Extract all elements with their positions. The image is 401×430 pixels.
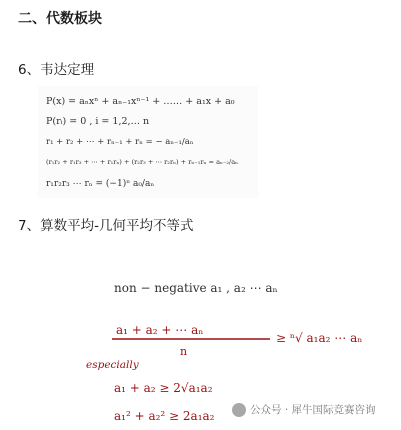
amgm-two-terms: a₁ + a₂ ≥ 2√a₁a₂	[114, 381, 213, 395]
watermark	[232, 402, 376, 417]
amgm-fraction-denominator: n	[180, 345, 188, 358]
vieta-line-1: P(x) = aₙxⁿ + aₙ₋₁xⁿ⁻¹ + …… + a₁x + a₀	[46, 96, 235, 107]
amgm-heading: 7、算数平均-几何平均不等式	[18, 218, 194, 234]
watermark-text: 公众号 · 犀牛国际竞赛咨询	[250, 404, 376, 416]
vieta-line-4: (r₁r₂ + r₁r₃ + ⋯ + r₁rₙ) + (r₂r₃ + ⋯ r₂rₙ) + rₙ₋₁rₙ = aₙ₋₂/aₙ	[46, 158, 239, 166]
vieta-heading: 6、韦达定理	[18, 62, 95, 78]
especially-note: especially	[86, 359, 139, 371]
geometric-mean: ≥ ⁿ√ a₁a₂ ⋯ aₙ	[276, 331, 363, 345]
nonnegative-line: non − negative a₁ , a₂ ⋯ aₙ	[114, 281, 278, 295]
vieta-line-2: P(rᵢ) = 0 , i = 1,2,… n	[46, 116, 150, 127]
wechat-icon	[232, 403, 246, 417]
vieta-line-3: r₁ + r₂ + ⋯ + rₙ₋₁ + rₙ = − aₙ₋₁/aₙ	[46, 137, 194, 147]
amgm-fraction-numerator: a₁ + a₂ + ⋯ aₙ	[116, 323, 204, 337]
vieta-handwritten-image	[38, 86, 258, 198]
vieta-line-5: r₁r₂r₃ ⋯ rₙ = (−1)ⁿ a₀/aₙ	[46, 179, 155, 189]
amgm-squares: a₁² + a₂² ≥ 2a₁a₂	[114, 409, 215, 423]
section-title: 二、代数板块	[18, 11, 102, 27]
